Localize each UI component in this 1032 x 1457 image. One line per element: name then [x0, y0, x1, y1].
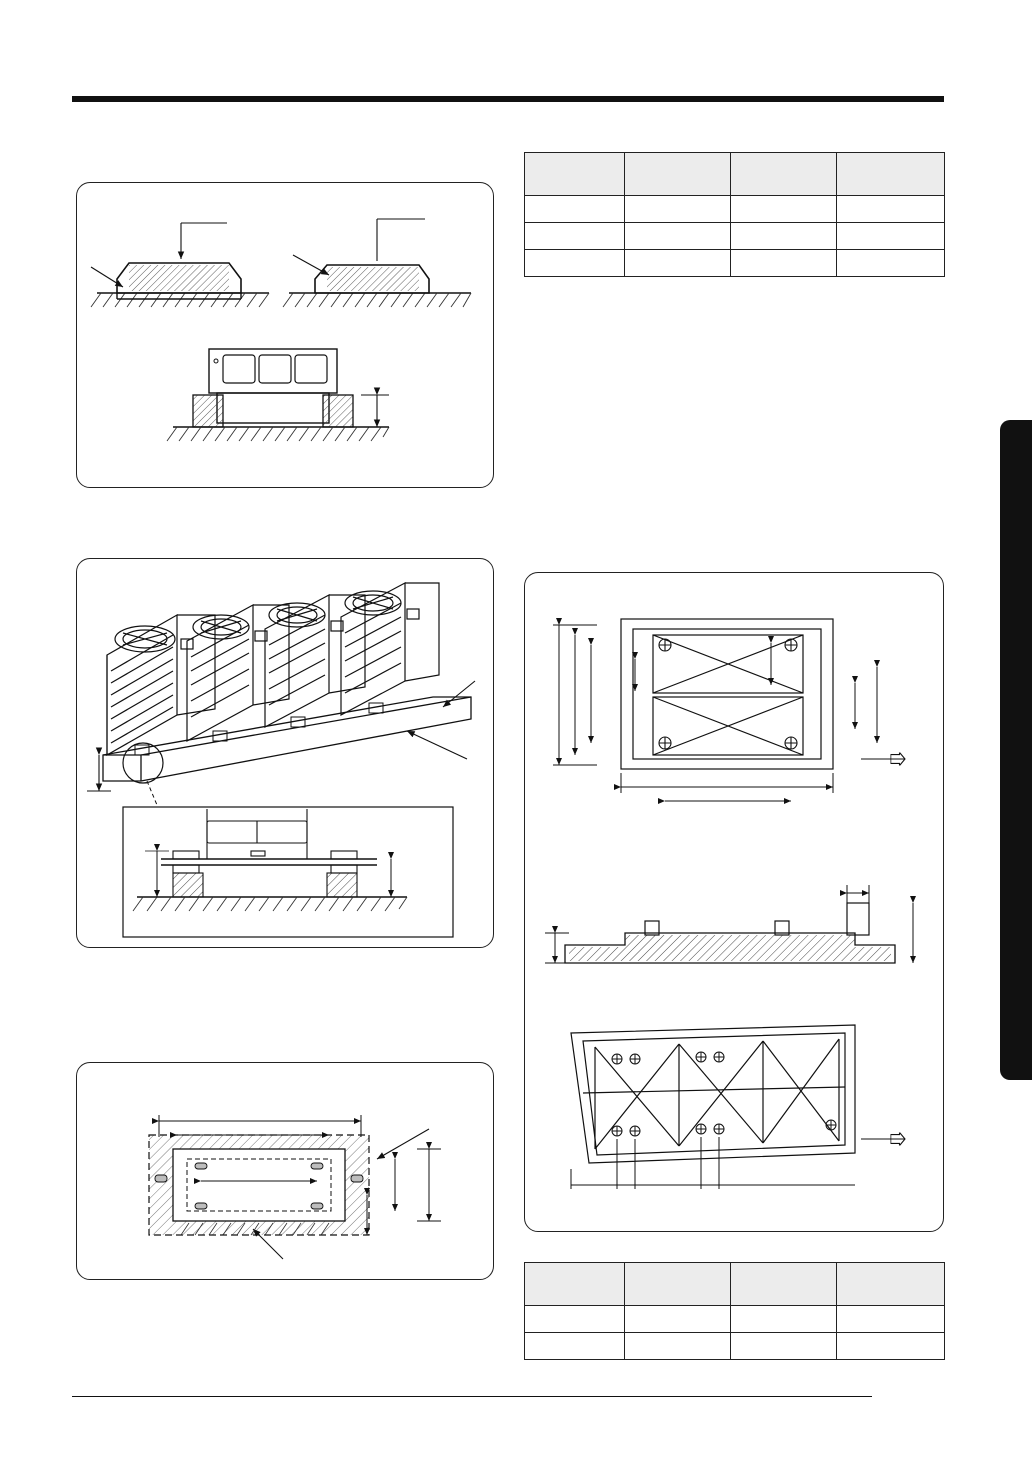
- table-cell: [525, 196, 625, 223]
- table-cell: [837, 1333, 945, 1360]
- table-cell: [837, 196, 945, 223]
- table-cell: [837, 1306, 945, 1333]
- table-cell: [525, 250, 625, 277]
- spec-table-bottom: [524, 1262, 945, 1360]
- table-cell: [731, 1333, 837, 1360]
- table-cell: [625, 1306, 731, 1333]
- figure-multi-unit-installation: [76, 558, 494, 948]
- table-header-cell: [731, 153, 837, 196]
- table-cell: [525, 223, 625, 250]
- table-cell: [625, 196, 731, 223]
- table-cell: [837, 250, 945, 277]
- table-cell: [625, 1333, 731, 1360]
- table-cell: [731, 1306, 837, 1333]
- table-header-cell: [837, 153, 945, 196]
- figure-anchor-bolt-plan: [76, 1062, 494, 1280]
- chapter-side-tab: [1000, 420, 1032, 1080]
- table-cell: [625, 223, 731, 250]
- table-cell: [525, 1333, 625, 1360]
- header-rule: [72, 96, 944, 102]
- table-header-cell: [625, 1263, 731, 1306]
- figure-foundation-dimensions: [524, 572, 944, 1232]
- table-row: [525, 1306, 945, 1333]
- spec-table-top: [524, 152, 945, 277]
- table-header-row: [525, 1263, 945, 1306]
- table-cell: [731, 223, 837, 250]
- table-cell: [625, 250, 731, 277]
- table-row: [525, 223, 945, 250]
- footer-rule: [72, 1396, 872, 1397]
- table-cell: [731, 250, 837, 277]
- figure-foundation-detail: [76, 182, 494, 488]
- table-row: [525, 1333, 945, 1360]
- table-row: [525, 196, 945, 223]
- table-cell: [731, 196, 837, 223]
- table-header-row: [525, 153, 945, 196]
- table-header-cell: [837, 1263, 945, 1306]
- table-row: [525, 250, 945, 277]
- table-header-cell: [731, 1263, 837, 1306]
- table-header-cell: [625, 153, 731, 196]
- table-header-cell: [525, 153, 625, 196]
- table-cell: [837, 223, 945, 250]
- table-header-cell: [525, 1263, 625, 1306]
- table-cell: [525, 1306, 625, 1333]
